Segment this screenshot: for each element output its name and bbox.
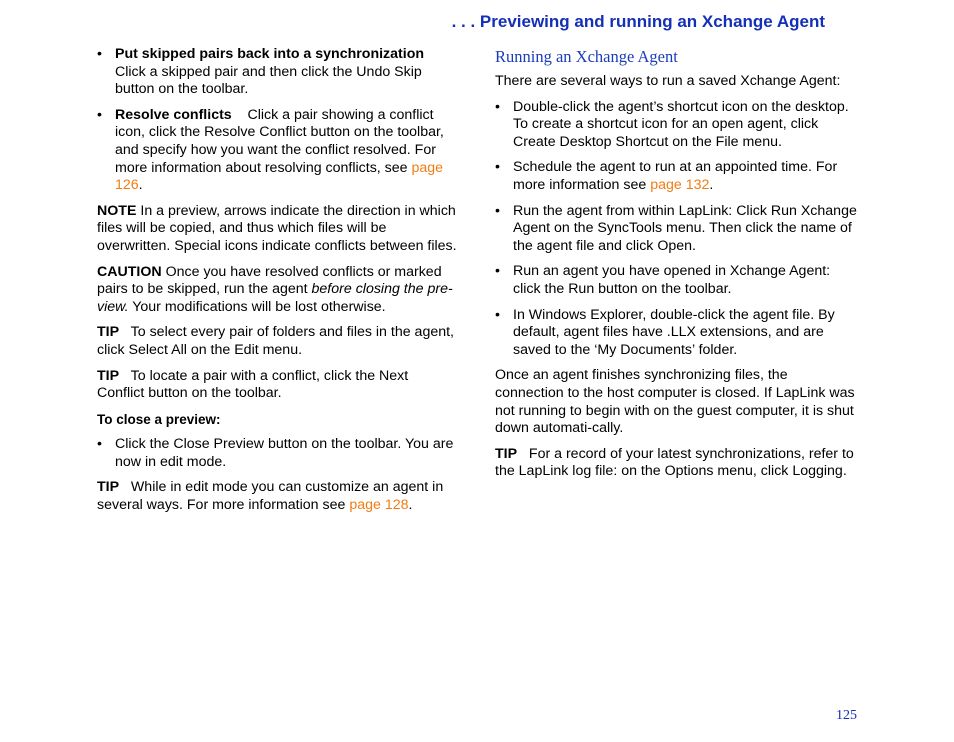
- description: In Windows Explorer, double-click the agent file. By default, agent files have .LLX extensions, and are saved to the ‘My Documents’ folder.: [513, 306, 835, 358]
- page-link[interactable]: page 132: [650, 176, 710, 193]
- description: Click a pair showing a conflict icon, click the Resolve Conflict button on the toolbar, and specify how you want the conflict resolved. For more information about resolving conflicts, see: [115, 106, 444, 176]
- bullet: •: [97, 46, 102, 62]
- term: Resolve conflicts: [115, 106, 232, 123]
- tip-label: TIP: [97, 324, 120, 341]
- punctuation: .: [709, 176, 714, 193]
- intro-paragraph: There are several ways to run a saved Xchange Agent:: [495, 73, 841, 89]
- tip-text: To locate a pair with a conflict, click the Next Conflict button on the toolbar.: [97, 367, 409, 402]
- description: Click a skipped pair and then click the Undo Skip button on the toolbar.: [115, 63, 422, 98]
- page-number: 125: [836, 708, 857, 723]
- list-item: [495, 99, 857, 152]
- page-link[interactable]: page 126: [115, 159, 444, 194]
- list-item: [97, 436, 459, 471]
- page-link[interactable]: page 128: [349, 497, 409, 514]
- caution-label: CAUTION: [97, 263, 162, 280]
- bullet: •: [97, 436, 102, 453]
- tip-paragraph: [97, 368, 459, 403]
- body-paragraph: Once an agent finishes synchronizing files, the connection to the host computer is closed. If LapLink was not running to begin with on the guest computer, it is shut down automati-cally.: [495, 367, 855, 437]
- bullet: •: [495, 263, 500, 280]
- bullet: •: [495, 159, 500, 176]
- bullet: •: [495, 202, 500, 219]
- description: Run an agent you have opened in Xchange Agent: click the Run button on the toolbar.: [513, 263, 831, 297]
- tip-paragraph: [97, 324, 459, 359]
- note-paragraph: [97, 203, 459, 256]
- right-column: [495, 47, 857, 489]
- list-item: [495, 263, 857, 298]
- note-text: In a preview, arrows indicate the direction in which files will be copied, and thus which files will be overwritten. Special icons indicate conflicts between files.: [97, 202, 457, 254]
- procedure-heading: To close a preview:: [97, 411, 221, 427]
- bullet: •: [495, 98, 500, 115]
- term: Put skipped pairs back into a synchronization: [115, 46, 425, 62]
- tip-label: TIP: [495, 445, 518, 462]
- bullet: •: [495, 306, 500, 323]
- tip-paragraph: [97, 479, 459, 514]
- description: Run the agent from within LapLink: Click Run Xchange Agent on the SyncTools menu. Then click the name of the agent file and click Open.: [513, 202, 857, 254]
- section-heading: Running an Xchange Agent: [495, 47, 678, 66]
- left-column: [97, 46, 459, 523]
- caution-paragraph: [97, 264, 459, 317]
- description: Click the Close Preview button on the toolbar. You are now in edit mode.: [115, 436, 454, 470]
- list-item: [495, 159, 857, 194]
- tip-paragraph: [495, 446, 857, 481]
- tip-label: TIP: [97, 367, 120, 384]
- tip-text: For a record of your latest synchronizations, refer to the LapLink log file: on the Options menu, click Logging.: [495, 445, 854, 480]
- bullet: •: [97, 106, 102, 123]
- list-item: [495, 307, 857, 360]
- note-label: NOTE: [97, 202, 137, 219]
- caution-emphasis: before closing the pre-view.: [97, 281, 453, 315]
- tip-text: To select every pair of folders and files in the agent, click Select All on the Edit menu.: [97, 324, 454, 358]
- caution-text: Once you have resolved conflicts or marked pairs to be skipped, run the agent: [97, 263, 442, 298]
- description: Double-click the agent’s shortcut icon on the desktop. To create a shortcut icon for an open agent, click Create Desktop Shortcut on the File menu.: [513, 98, 849, 150]
- running-header: . . . Previewing and running an Xchange Agent: [451, 12, 825, 31]
- punctuation: .: [138, 177, 143, 194]
- list-item: [97, 46, 459, 99]
- description: Schedule the agent to run at an appointed time. For more information see: [513, 159, 838, 193]
- list-item: [97, 107, 459, 195]
- tip-text: While in edit mode you can customize an agent in several ways. For more information see: [97, 479, 444, 514]
- punctuation: .: [408, 497, 413, 514]
- caution-text-end: Your modifications will be lost otherwise.: [128, 298, 386, 315]
- tip-label: TIP: [97, 479, 120, 496]
- list-item: [495, 203, 857, 256]
